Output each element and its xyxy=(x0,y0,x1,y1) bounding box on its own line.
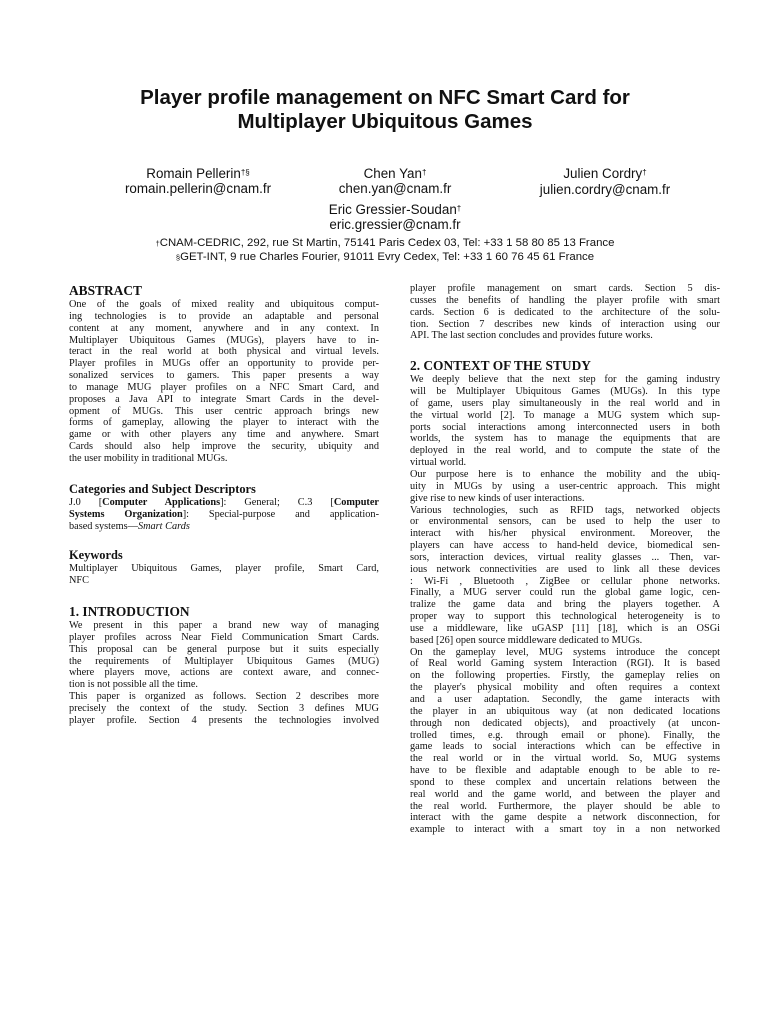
author-mark: † xyxy=(642,168,647,177)
introduction-line: tion is not possible all the time. xyxy=(69,679,198,691)
context-line: use a middleware, like uGASP [11] [18], which is an OSGi xyxy=(410,622,720,634)
affiliation-mark: † xyxy=(155,239,160,248)
author-name: Romain Pellerin xyxy=(146,166,241,181)
context-line: based [26] open source middleware dedicated to MUGs. xyxy=(410,634,643,646)
abstract-line: One of the goals of mixed reality and ubiquitous comput- xyxy=(69,299,379,310)
left-column xyxy=(69,283,379,727)
context-line: and a user adaptation. Secondly, the game interacts with xyxy=(410,694,720,705)
context-line: virtual world. xyxy=(410,457,467,469)
introduction-line: This proposal can be general purpose but it suits especially xyxy=(69,643,379,655)
context-body xyxy=(410,374,720,836)
author-block-4 xyxy=(285,202,505,232)
right-intro-line: cards. Section 6 is dedicated to the architecture of the solu- xyxy=(410,306,720,318)
affiliation-1 xyxy=(60,236,710,251)
right-intro-line: player profile management on smart cards. Section 5 dis- xyxy=(410,283,720,294)
categories-term: Computer Applications xyxy=(102,496,221,508)
context-line: will be Multiplayer Ubiquitous Games (MUGs). In this type xyxy=(410,386,720,398)
keywords-heading: Keywords xyxy=(69,548,123,563)
abstract-line: Player profiles in MUGs offer an opportunity to provide per- xyxy=(69,358,379,370)
author-email: chen.yan@cnam.fr xyxy=(338,181,452,196)
abstract-heading: ABSTRACT xyxy=(69,283,142,298)
keywords-line: NFC xyxy=(69,575,90,587)
context-heading: 2. CONTEXT OF THE STUDY xyxy=(410,358,591,374)
context-line: the virtual world [2]. To manage a MUG system which sup- xyxy=(410,409,720,421)
abstract-line: ing technologies is to provide an adaptable and personal xyxy=(69,310,379,322)
author-name: Julien Cordry xyxy=(563,166,643,181)
abstract-line: the user mobility in traditional MUGs. xyxy=(69,452,228,464)
abstract-line: forms of gameplay, allowing the player to interact with the xyxy=(69,417,379,429)
context-line: We deeply believe that the next step for the gaming industry xyxy=(410,374,720,386)
context-line: spond to these complex and uncertain relations between the xyxy=(410,776,720,788)
author-mark: † xyxy=(456,204,462,213)
affiliation-text: CNAM-CEDRIC, 292, rue St Martin, 75141 Paris Cedex 03, Tel: +33 1 58 80 85 13 France xyxy=(159,237,615,249)
context-line: proper way to support this technological heterogeneity is to xyxy=(410,611,720,623)
categories-text: ]: Special-purpose and application- xyxy=(182,508,379,520)
categories-line xyxy=(69,509,379,521)
context-line: the real world or in the virtual world. So, MUG systems xyxy=(410,753,720,765)
categories-body xyxy=(69,497,379,533)
author-block-1 xyxy=(88,166,308,196)
context-line: example to interact with a smart toy in a non networked xyxy=(410,824,720,836)
abstract-line: proposes a Java API to integrate Smart Cards in the devel- xyxy=(69,393,379,405)
context-line: the real world. Furthermore, the player should be able to xyxy=(410,800,720,812)
affiliation-text: GET-INT, 9 rue Charles Fourier, 91011 Evry Cedex, Tel: +33 1 60 76 45 61 France xyxy=(180,251,595,263)
categories-term: Smart Cards xyxy=(137,520,190,532)
context-line: deployed in the real world, and to compute the state of the xyxy=(410,445,720,457)
categories-text: J.0 [ xyxy=(69,496,103,508)
context-line: tralize the game data and bring the players together. A xyxy=(410,599,720,611)
categories-text: ]: General; C.3 [ xyxy=(220,496,334,508)
context-line: ious network connectivities are used to link all these devices xyxy=(410,563,720,575)
categories-text: based systems— xyxy=(69,520,138,532)
author-block-2 xyxy=(300,166,490,196)
context-line: real world and the game world, and between the player and xyxy=(410,788,720,800)
author-mark: †§ xyxy=(240,168,250,177)
abstract-line: teract in the real world at both physical and virtual levels. xyxy=(69,346,379,358)
author-email: julien.cordry@cnam.fr xyxy=(539,182,671,197)
context-line: worlds, the system has to manage the equipments that are xyxy=(410,433,720,445)
author-block-3 xyxy=(500,166,710,197)
introduction-line: where players move, actions are context aware, and connec- xyxy=(69,667,379,679)
context-line: Finally, a MUG server could run the global game logic, cen- xyxy=(410,587,720,599)
abstract-line: Cards should also help improve the security, ubiquity and xyxy=(69,441,379,453)
introduction-heading: 1. INTRODUCTION xyxy=(69,604,190,620)
right-intro-line: tion. Section 7 describes new kinds of interaction using our xyxy=(410,318,720,330)
right-column xyxy=(410,283,720,836)
context-line: Various technologies, such as RFID tags, networked objects xyxy=(410,504,720,516)
title-line-2: Multiplayer Ubiquitous Games xyxy=(237,110,533,133)
abstract-line: Multiplayer Ubiquitous Games (MUGs), players have to in- xyxy=(69,334,379,346)
abstract-line: content at any moment, anywhere and in any context. In xyxy=(69,322,379,334)
context-line: trolled times, e.g. through email or phone). Finally, the xyxy=(410,729,720,741)
context-line: interact with his/her physical environment. Moreover, the xyxy=(410,528,720,540)
introduction-line: We present in this paper a brand new way of managing xyxy=(69,620,379,632)
introduction-line: the requirements of Multiplayer Ubiquitous Games (MUG) xyxy=(69,655,379,667)
abstract-line: to manage MUG player profiles on a NFC Smart Card, and xyxy=(69,381,379,393)
context-line: of Real world Gaming system Interaction (RGI). It is based xyxy=(410,658,720,670)
categories-heading: Categories and Subject Descriptors xyxy=(69,481,256,496)
paper-title xyxy=(60,86,710,134)
context-line: players can have access to hand-held device, biomedical sen- xyxy=(410,540,720,552)
categories-line xyxy=(69,521,379,533)
abstract-line: game or with other players any time and anywhere. Smart xyxy=(69,429,379,441)
context-line: the player in an ubiquitous way (at non dedicated locations xyxy=(410,705,720,717)
categories-term: Systems Organization xyxy=(69,508,183,520)
introduction-body xyxy=(69,620,379,727)
right-intro-line: API. The last section concludes and provides future works. xyxy=(410,330,653,342)
abstract-line: sonalized services to gamers. This paper presents a way xyxy=(69,370,379,382)
context-line: : Wi-Fi , Bluetooth , ZigBee or cellular phone networks. xyxy=(410,575,720,587)
introduction-line: player profile. Section 4 presents the technologies involved xyxy=(69,714,379,726)
abstract-body xyxy=(69,299,379,465)
context-line: Our purpose here is to enhance the mobility and the ubiq- xyxy=(410,468,720,480)
author-name: Eric Gressier-Soudan xyxy=(328,202,457,217)
affiliation-mark: § xyxy=(175,253,181,262)
context-line: through non dedicated objects), and proactively (at uncon- xyxy=(410,717,720,729)
context-line: give rise to new kinds of user interactions. xyxy=(410,492,585,504)
title-line-1: Player profile management on NFC Smart Card for xyxy=(140,86,630,109)
context-line: On the gameplay level, MUG systems introduce the concept xyxy=(410,646,720,658)
keywords-line: Multiplayer Ubiquitous Games, player profile, Smart Card, xyxy=(69,563,379,575)
context-line: sors, interaction devices, virtual reality glasses ... Then, var- xyxy=(410,551,720,563)
context-line: game leads to social interactions which can be effective in xyxy=(410,741,720,753)
context-line: on the following properties. Firstly, the gameplay relies on xyxy=(410,670,720,682)
introduction-line: precisely the context of the study. Section 3 defines MUG xyxy=(69,702,379,714)
author-email: eric.gressier@cnam.fr xyxy=(329,217,461,232)
keywords-body xyxy=(69,563,379,587)
context-line: ports social interactions among interconnected users in both xyxy=(410,421,720,433)
context-line: uity in MUGs by using a user-centric approach. This might xyxy=(410,480,720,492)
author-email: romain.pellerin@cnam.fr xyxy=(124,181,272,196)
context-line: of game, users play simultaneously in the real world and in xyxy=(410,397,720,409)
introduction-line: player profiles across Near Field Communication Smart Cards. xyxy=(69,631,379,643)
context-line: have to be flexible and adaptable enough to be able to re- xyxy=(410,765,720,777)
introduction-line: This paper is organized as follows. Section 2 describes more xyxy=(69,691,379,703)
right-intro-line: cusses the benefits of handling the player profile with smart xyxy=(410,294,720,306)
context-line: the player's physical mobility and often requires a context xyxy=(410,682,720,694)
affiliation-2 xyxy=(60,250,710,265)
abstract-line: opment of MUGs. This user centric approach brings new xyxy=(69,405,379,417)
author-name: Chen Yan xyxy=(363,166,422,181)
categories-term: Computer xyxy=(333,496,379,508)
right-intro-body xyxy=(410,283,720,342)
categories-line xyxy=(69,497,379,509)
context-line: interact with the game despite a network disconnection, for xyxy=(410,812,720,824)
context-line: or environmental sensors, can be used to help the user to xyxy=(410,516,720,528)
author-mark: † xyxy=(421,168,427,177)
